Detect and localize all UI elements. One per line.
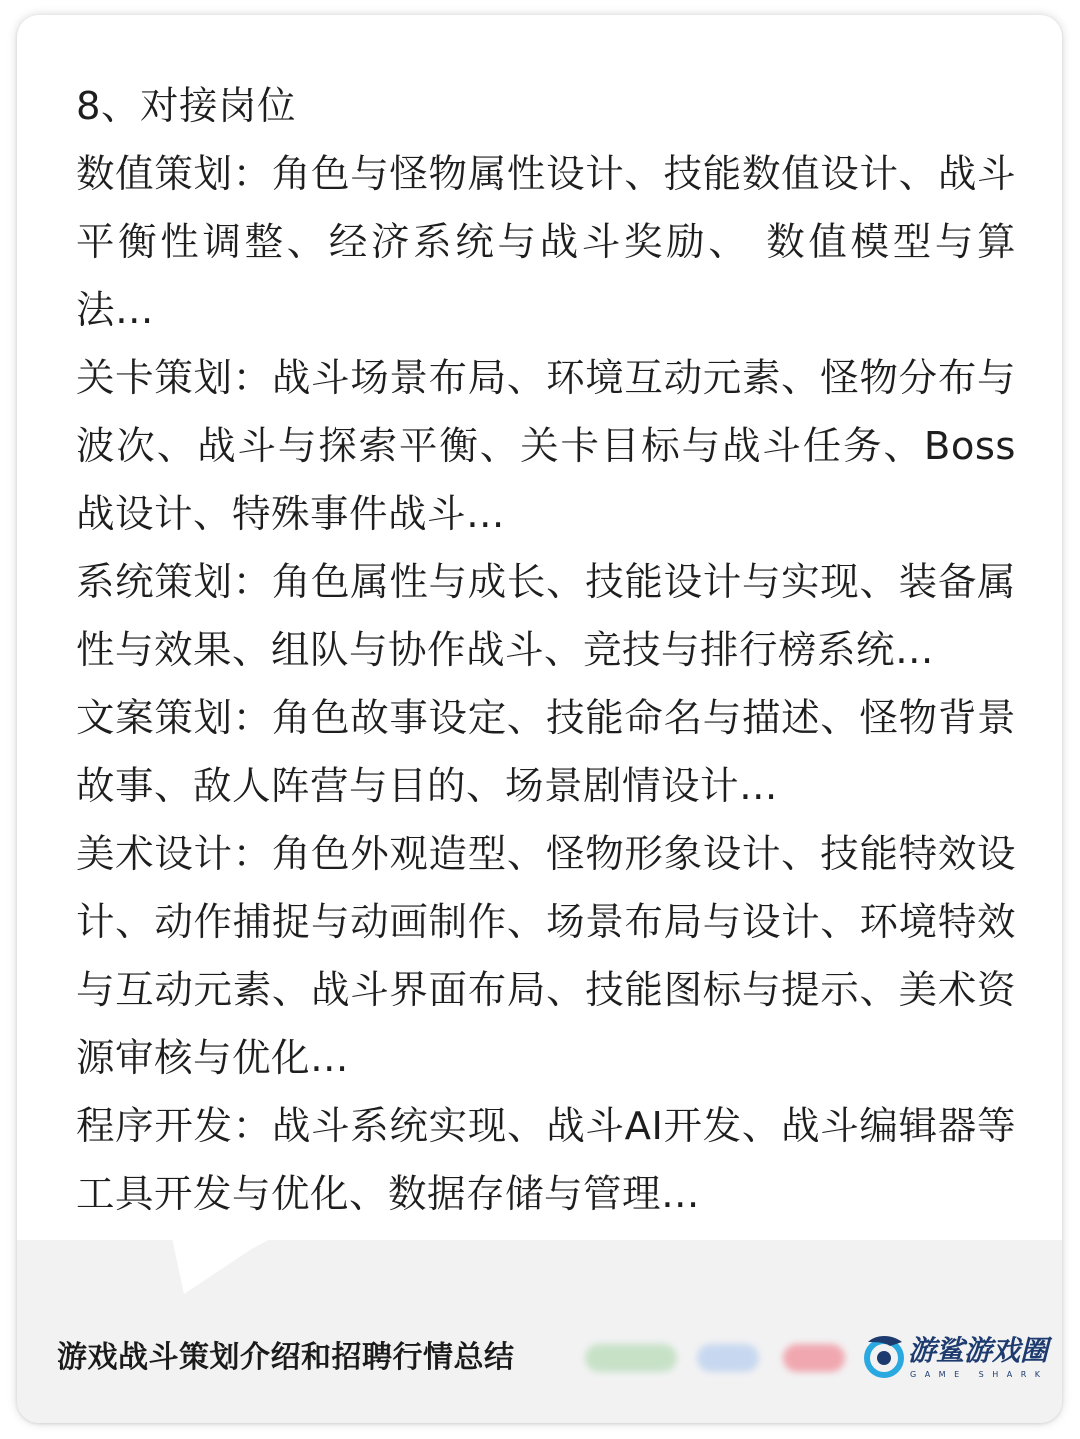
wechat-icon <box>585 1344 677 1372</box>
paragraph-system-design: 系统策划：角色属性与成长、技能设计与实现、装备属性与效果、组队与协作战斗、竞技与排行榜系统… <box>76 560 1016 673</box>
section-heading: 8、对接岗位 <box>76 84 296 129</box>
paragraph-narrative-design: 文案策划：角色故事设定、技能命名与描述、怪物背景故事、敌人阵营与目的、场景剧情设计… <box>76 696 1016 809</box>
logo-text: 游鲨游戏圈 <box>908 1334 1049 1367</box>
footer-bar <box>17 1240 1062 1423</box>
logo-subtitle: GAME SHARK <box>910 1370 1049 1379</box>
article-body <box>76 73 1016 1229</box>
xiaohongshu-icon <box>783 1344 845 1372</box>
zhihu-icon <box>697 1344 759 1372</box>
article-card <box>17 15 1062 1423</box>
shark-logo-icon <box>862 1332 908 1380</box>
speech-bubble-tail <box>172 1238 272 1296</box>
paragraph-level-design: 关卡策划：战斗场景布局、环境互动元素、怪物分布与波次、战斗与探索平衡、关卡目标与战斗任务、Boss战设计、特殊事件战斗… <box>76 356 1016 537</box>
brand-logo <box>862 1332 1049 1390</box>
paragraph-art-design: 美术设计：角色外观造型、怪物形象设计、技能特效设计、动作捕捉与动画制作、场景布局与设计、环境特效与互动元素、战斗界面布局、技能图标与提示、美术资源审核与优化… <box>76 832 1016 1081</box>
footer-title: 游戏战斗策划介绍和招聘行情总结 <box>57 1340 515 1375</box>
paragraph-numerical-design: 数值策划：角色与怪物属性设计、技能数值设计、战斗平衡性调整、经济系统与战斗奖励、 数值模型与算法… <box>76 152 1016 333</box>
paragraph-programming: 程序开发：战斗系统实现、战斗AI开发、战斗编辑器等工具开发与优化、数据存储与管理… <box>76 1104 1016 1217</box>
